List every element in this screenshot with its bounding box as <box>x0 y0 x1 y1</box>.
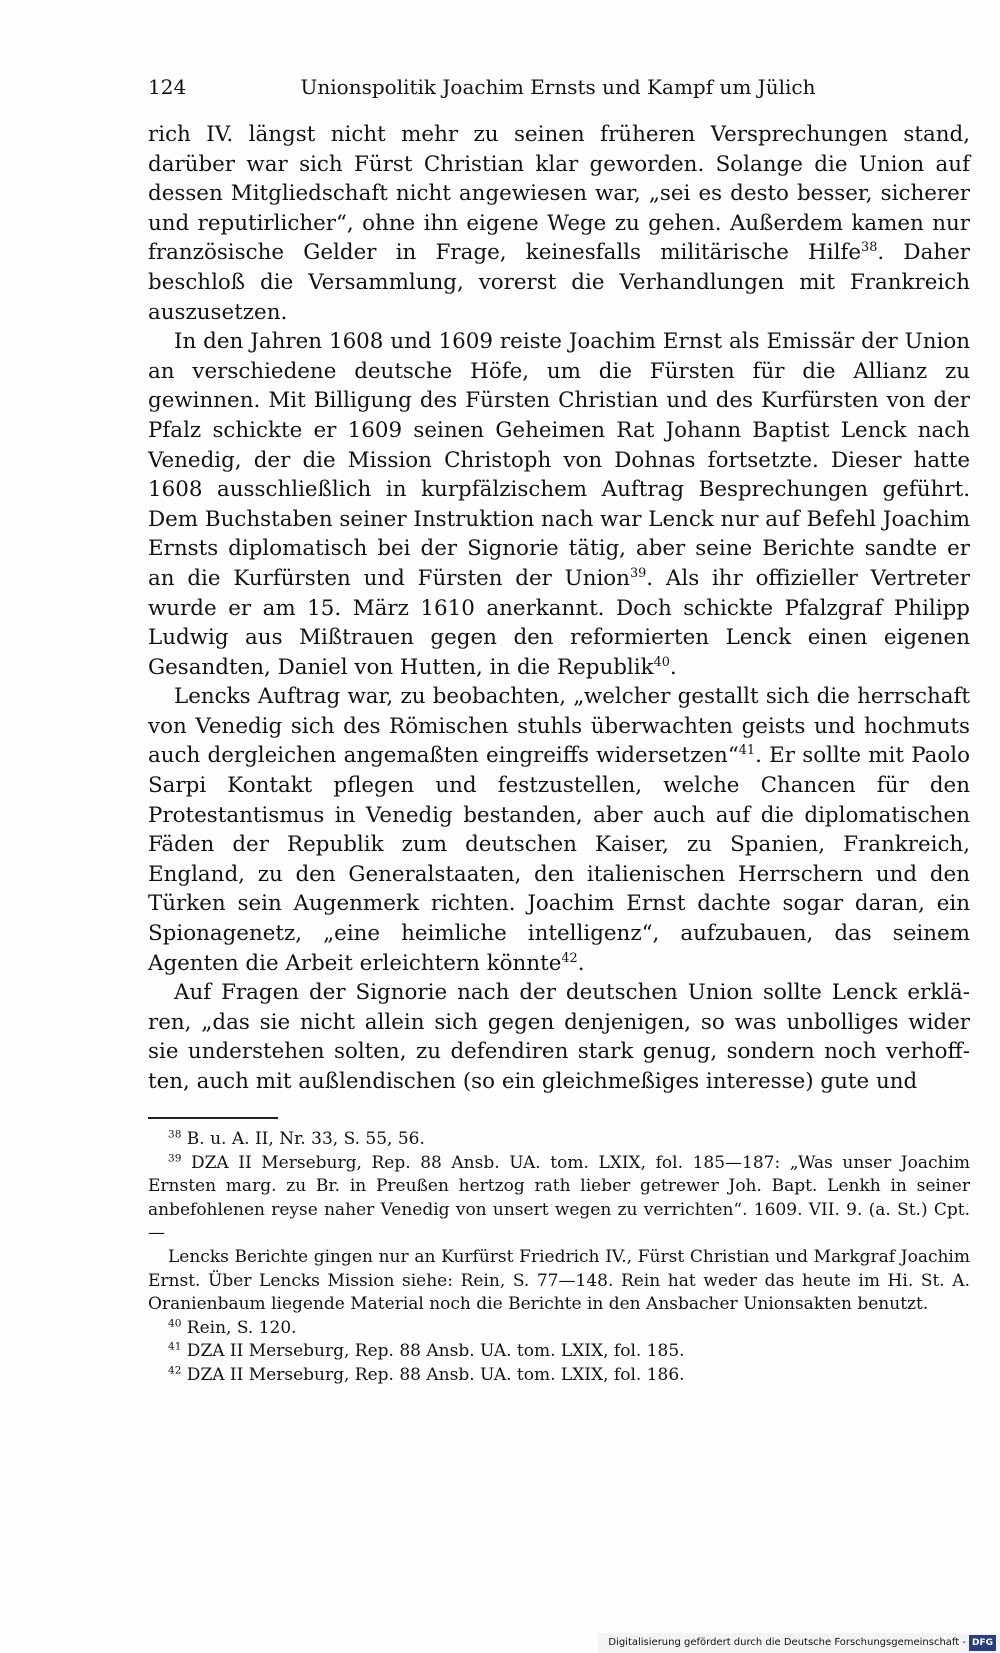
footnote-38 <box>148 1128 970 1152</box>
footnote-42 <box>148 1364 970 1388</box>
footnote-number: 40 <box>168 1317 182 1330</box>
footnote-number: 39 <box>168 1151 182 1164</box>
dfg-logo: DFG <box>969 1635 996 1651</box>
footnote-ref-41[interactable]: 41 <box>738 743 756 759</box>
paragraph-1 <box>148 120 970 327</box>
footnote-ref-39[interactable]: 39 <box>629 565 647 581</box>
footnote-separator <box>148 1117 278 1119</box>
digitization-notice <box>598 1633 1000 1653</box>
paragraph-text: rich IV. längst nicht mehr zu seinen früheren Versprechungen stand, darüber war sich Fürst Christian klar geworden. Solange die Union auf dessen Mitgliedschaft nicht angewiesen war, „sei es desto besser, sicherer und reputirlicher“, ohne ihn eigene Wege zu gehen. Außerdem kamen nur französische Gelder in Frage, keinesfalls militärische Hilfe <box>148 122 970 266</box>
footnote-ref-40[interactable]: 40 <box>653 654 670 670</box>
paragraph-4 <box>148 978 970 1096</box>
footnote-text: DZA II Merseburg, Rep. 88 Ansb. UA. tom. LXIX, fol. 186. <box>181 1364 685 1385</box>
paragraph-text: . Daher beschloß die Versammlung, vorerst die Verhandlungen mit Frankreich auszusetzen. <box>148 240 970 325</box>
paragraph-text: Auf Fragen der Signorie nach der deutschen Union sollte Lenck erklären, „das sie nicht allein sich gegen denjenigen, so was unbolliges wider sie understehen solten, zu defendiren stark genug, sondern noch verhofften, auch mit außlendischen (so ein gleichmeßiges interesse) gute und <box>148 980 970 1094</box>
body-text <box>148 120 970 1097</box>
footnote-40 <box>148 1317 970 1341</box>
footnote-number: 41 <box>168 1340 182 1353</box>
running-head: Unionspolitik Joachim Ernsts und Kampf um Jülich <box>300 75 816 99</box>
page-number: 124 <box>148 75 187 99</box>
footnote-39 <box>148 1152 970 1246</box>
paragraph-text: . <box>577 950 585 976</box>
footnote-ref-38[interactable]: 38 <box>861 240 878 256</box>
footnote-text: DZA II Merseburg, Rep. 88 Ansb. UA. tom. LXIX, fol. 185. <box>181 1341 685 1362</box>
footnote-39-continuation: Lencks Berichte gingen nur an Kurfürst Friedrich IV., Fürst Christian und Markgraf Joachim Ernst. Über Lencks Mission siehe: Rein, S. 77—148. Rein hat weder das heute im Hi. St. A. Oranienbaum liegende Material noch die Berichte in den Ansbacher Unionsakten benutzt. <box>148 1246 970 1315</box>
footnote-number: 38 <box>168 1128 182 1141</box>
page-header <box>148 72 968 102</box>
paragraph-text: . Er sollte mit Paolo Sarpi Kontakt pflegen und festzustellen, welche Chancen für den Protestantismus in Venedig bestanden, aber auch auf die diplomatischen Fäden der Republik zum deutschen Kaiser, zu Spanien, Frankreich, England, zu den Generalstaaten, den italienischen Herrschern und den Türken sein Augenmerk richten. Joachim Ernst dachte sogar daran, ein Spionagenetz, „eine heimliche intelligenz“, aufzubauen, das seinem Agenten die Arbeit erleichtern könnte <box>148 743 970 976</box>
footnote-text: B. u. A. II, Nr. 33, S. 55, 56. <box>181 1129 425 1149</box>
paragraph-text: . Als ihr offizieller Vertreter wurde er am 15. März 1610 anerkannt. Doch schickte Pfalzgraf Philipp Ludwig aus Mißtrauen gegen den reformierten Lenck einen eigenen Gesandten, Daniel von Hutten, in die Republik <box>148 565 971 680</box>
footnote-number: 42 <box>168 1364 182 1377</box>
footnote-ref-42[interactable]: 42 <box>561 950 578 966</box>
footnote-41 <box>148 1340 970 1364</box>
paragraph-text: Lencks Auftrag war, zu beobachten, „welcher gestallt sich die herrschaft von Venedig sich des Römischen stuhls überwachten geists und hochmuts auch dergleichen angemaßten eingreiffs widersetzen“ <box>148 684 970 769</box>
footnote-text: DZA II Merseburg, Rep. 88 Ansb. UA. tom. LXIX, fol. 185—187: „Was unser Joachim Ernsten marg. zu Br. in Preußen hertzog rath lieber getrewer Joh. Bapt. Lenkh in seiner anbefohlenen reyse naher Venedig von unsert wegen zu verrichten“. 1609. VII. 9. (a. St.) Cpt. — <box>148 1152 970 1244</box>
digitization-text: Digitalisierung gefördert durch die Deutsche Forschungsgemeinschaft - <box>608 1637 966 1648</box>
paragraph-2 <box>148 327 970 682</box>
paragraph-text: In den Jahren 1608 und 1609 reiste Joachim Ernst als Emissär der Union an verschiedene deutsche Höfe, um die Fürsten für die Allianz zu gewinnen. Mit Billigung des Fürsten Christian und des Kurfürsten von der Pfalz schickte er 1609 seinen Geheimen Rat Johann Baptist Lenck nach Venedig, der die Mission Christoph von Dohnas fortsetzte. Dieser hatte 1608 ausschließlich in kurpfälzischem Auftrag Besprechungen geführt. Dem Buchstaben seiner Instruktion nach war Lenck nur auf Befehl Joachim Ernsts diplomatisch bei der Signorie tätig, aber seine Berichte sandte er an die Kurfürsten und Fürsten der Union <box>148 329 970 591</box>
paragraph-3 <box>148 682 970 978</box>
footnotes <box>148 1128 970 1388</box>
paragraph-text: . <box>669 654 677 680</box>
footnote-text: Rein, S. 120. <box>181 1317 297 1338</box>
